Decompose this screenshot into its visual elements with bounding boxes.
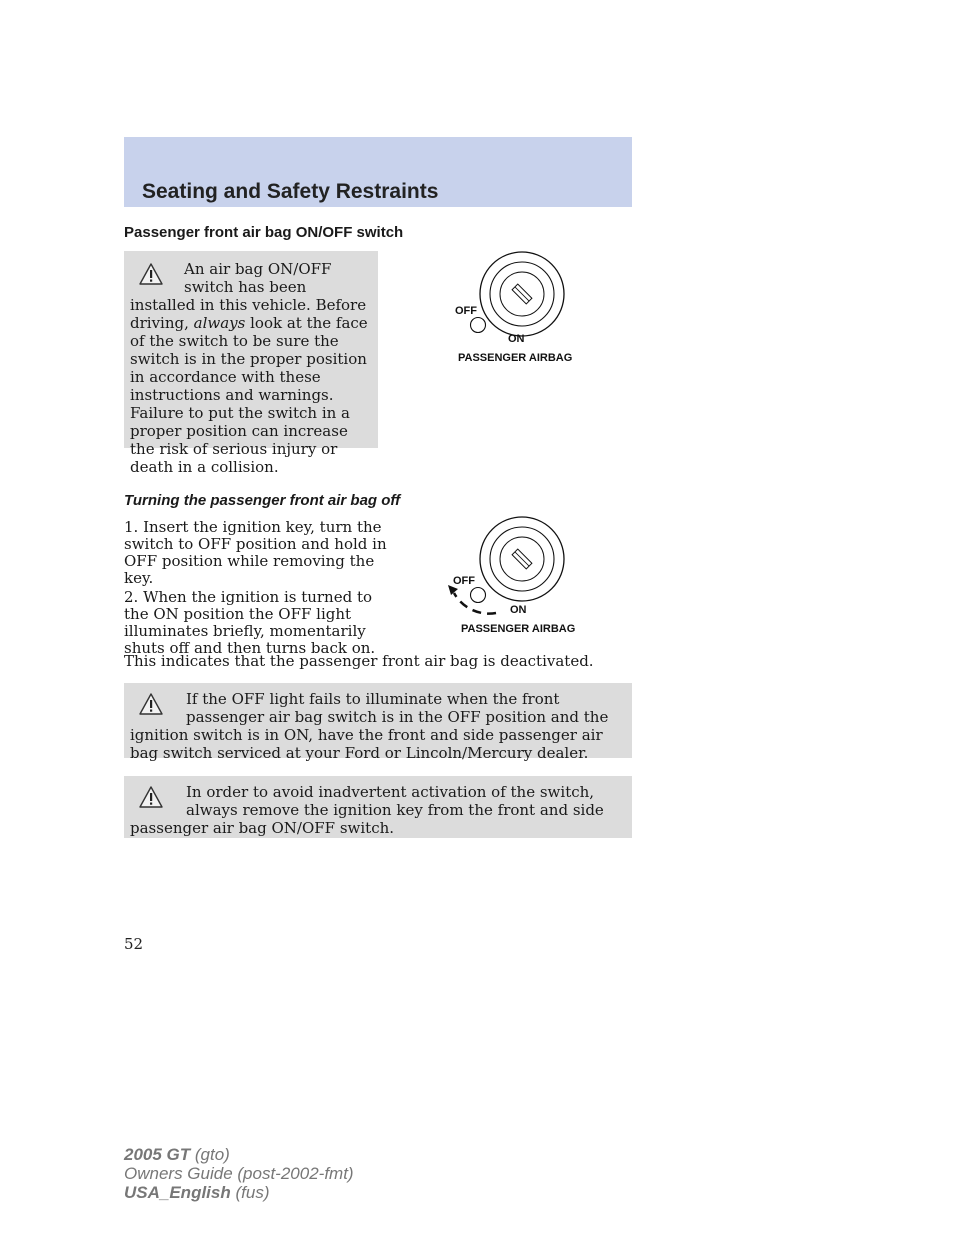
figure-caption: PASSENGER AIRBAG [458,352,573,364]
section-title: Passenger front air bag ON/OFF switch [124,224,404,241]
switch-dial-icon [480,252,564,336]
on-label: ON [508,333,525,345]
airbag-switch-figure-on [420,250,600,370]
step-1: 1. Insert the ignition key, turn the switch to OFF position and hold in OFF position while removing the key. [124,518,387,587]
page-header-title: Seating and Safety Restraints [142,180,439,203]
figure-caption: PASSENGER AIRBAG [461,623,576,635]
warning-text-ignition-key: In order to avoid inadvertent activation of the switch, always remove the ignition key from the front and side passenger air bag ON/OFF switch. [130,783,604,837]
switch-dial-icon [480,517,564,601]
on-label: ON [510,604,527,616]
warning-box-off-light [124,683,632,762]
off-indicator-light [471,318,486,333]
page-number: 52 [124,935,144,953]
subsection-title: Turning the passenger front air bag off [124,492,401,509]
warning-text-install: An air bag ON/OFF switch has been installed in this vehicle. Before driving, always look at the face of the switch to be sure the switch is in the proper position in accordance with these instructions and warnings. Failure to put the switch in a proper position can increase the risk of serious injury or death in a collision. [130,260,368,476]
off-label: OFF [455,305,477,317]
document-footer: 2005 GT (gto) Owners Guide (post-2002-fmt) USA_English (fus) [124,1145,354,1202]
warning-triangle-icon [138,785,178,811]
step-2: 2. When the ignition is turned to the ON position the OFF light illuminates briefly, momentarily shuts off and then turns back on. [124,588,376,657]
off-label: OFF [453,575,475,587]
airbag-switch-figure-off [420,515,600,640]
off-indicator-light [471,588,486,603]
warning-triangle-icon [138,692,178,718]
warning-text-off-light: If the OFF light fails to illuminate when the front passenger air bag switch is in the OFF position and the ignition switch is in ON, have the front and side passenger air bag switch serviced at your Ford or Lincoln/Mercury dealer. [130,690,609,762]
step-2-continuation: This indicates that the passenger front air bag is deactivated. [124,652,594,670]
warning-box-ignition-key [124,776,632,838]
warning-box-install [124,251,378,476]
header-band [124,137,632,207]
warning-triangle-icon [138,262,176,288]
